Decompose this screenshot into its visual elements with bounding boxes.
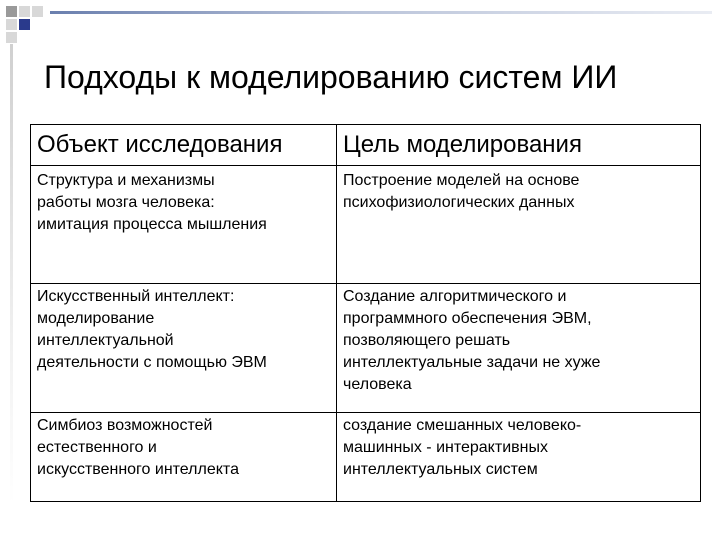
- cell-goal: [337, 166, 701, 284]
- slide-title: Подходы к моделированию систем ИИ: [44, 59, 618, 95]
- decor-square-blue: [19, 19, 30, 30]
- decor-square-light: [32, 6, 43, 17]
- decor-square-light: [6, 32, 17, 43]
- table-row: [31, 284, 701, 413]
- table-row: [31, 413, 701, 502]
- decor-side-line: [10, 44, 13, 504]
- header-object: Объект исследования: [31, 125, 337, 166]
- header-goal: Цель моделирования: [337, 125, 701, 166]
- cell-object-text: Структура и механизмы работы мозга человека: имитация процесса мышления: [37, 172, 267, 233]
- cell-object: [31, 284, 337, 413]
- approaches-table: [30, 124, 701, 502]
- decor-square-gray: [6, 6, 17, 17]
- cell-goal: [337, 284, 701, 413]
- cell-goal-text: Построение моделей на основе психофизиологических данных: [343, 172, 580, 211]
- cell-goal: [337, 413, 701, 502]
- cell-object-text: Симбиоз возможностей естественного и искусственного интеллекта: [37, 417, 239, 478]
- table-row: [31, 166, 701, 284]
- decor-top-line: [50, 11, 712, 14]
- decor-square-light: [6, 19, 17, 30]
- cell-goal-text: создание смешанных человеко- машинных - интерактивных интеллектуальных систем: [343, 417, 582, 478]
- table-header-row: [31, 125, 701, 166]
- cell-object: [31, 413, 337, 502]
- cell-object-text: Искусственный интеллект: моделирование интеллектуальной деятельности с помощью ЭВМ: [37, 288, 267, 371]
- decor-square-light: [19, 6, 30, 17]
- cell-goal-text: Создание алгоритмического и программного обеспечения ЭВМ, позволяющего решать интеллектуальные задачи не хуже человека: [343, 288, 601, 393]
- cell-object: [31, 166, 337, 284]
